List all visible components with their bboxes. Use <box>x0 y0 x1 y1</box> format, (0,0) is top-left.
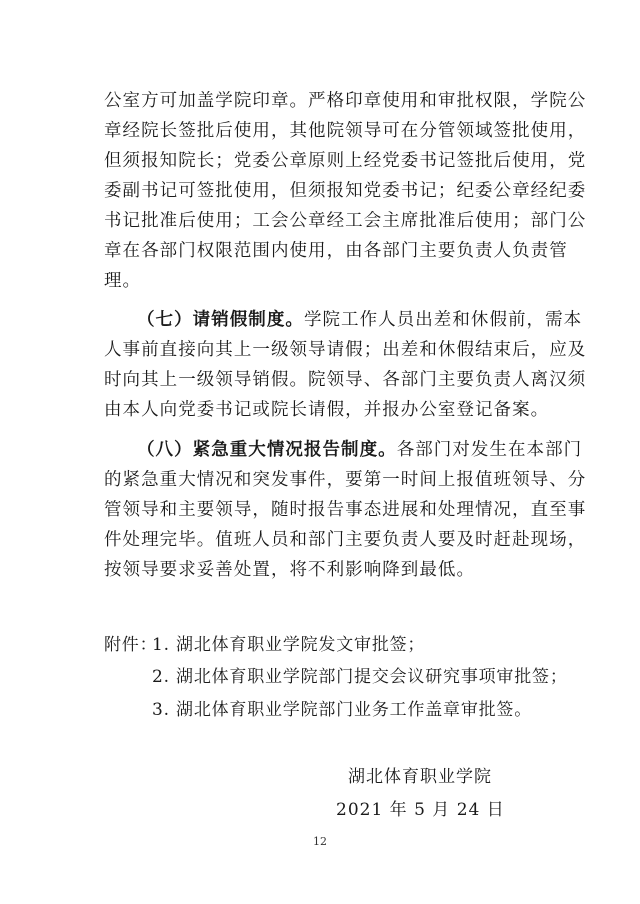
attachments-label: 附件： <box>104 635 158 655</box>
signature-date: 2021 年 5 月 24 日 <box>336 800 505 820</box>
paragraph-line: 但须报知院长；党委公章原则上经党委书记签批后使用，党 <box>104 151 587 171</box>
paragraph-line: 书记批准后使用；工会公章经工会主席批准后使用；部门公 <box>104 211 587 231</box>
paragraph-line: 件处理完毕。值班人员和部门主要负责人要及时赶赴现场， <box>104 530 587 550</box>
paragraph-line: 委副书记可签批使用，但须报知党委书记；纪委公章经纪委 <box>104 181 587 201</box>
paragraph-line: 章在各部门权限范围内使用，由各部门主要负责人负责管 <box>104 241 568 261</box>
paragraph-line: 由本人向党委书记或院长请假，并报办公室登记备案。 <box>104 400 550 420</box>
paragraph-line: 的紧急重大情况和突发事件，要第一时间上报值班领导、分 <box>104 470 587 490</box>
paragraph-line: 章经院长签批后使用，其他院领导可在分管领域签批使用， <box>104 121 587 141</box>
attachment-item: 2. 湖北体育职业学院部门提交会议研究事项审批签； <box>152 667 568 687</box>
section-8-text: 各部门对发生在本部门 <box>396 440 583 460</box>
paragraph-line: 公室方可加盖学院印章。严格印章使用和审批权限，学院公 <box>104 91 587 111</box>
signature-org: 湖北体育职业学院 <box>348 767 492 787</box>
paragraph-line: 按领导要求妥善处置，将不利影响降到最低。 <box>104 560 475 580</box>
section-7-text: 学院工作人员出差和休假前，需本 <box>303 310 583 330</box>
section-8-first-line <box>137 437 583 463</box>
paragraph-line: 人事前直接向其上一级领导请假；出差和休假结束后，应及 <box>104 340 587 360</box>
paragraph-line: 理。 <box>104 271 142 291</box>
page-number: 12 <box>313 835 327 848</box>
section-7-heading: （七）请销假制度。 <box>137 310 304 330</box>
section-7-first-line <box>137 307 583 333</box>
attachment-item: 3. 湖北体育职业学院部门业务工作盖章审批签。 <box>152 700 533 720</box>
section-8-heading: （八）紧急重大情况报告制度。 <box>137 440 397 460</box>
paragraph-line: 管领导和主要领导，随时报告事态进展和处理情况，直至事 <box>104 500 587 520</box>
attachment-item: 1. 湖北体育职业学院发文审批签； <box>152 635 426 655</box>
paragraph-line: 时向其上一级领导销假。院领导、各部门主要负责人离汉须 <box>104 370 587 390</box>
